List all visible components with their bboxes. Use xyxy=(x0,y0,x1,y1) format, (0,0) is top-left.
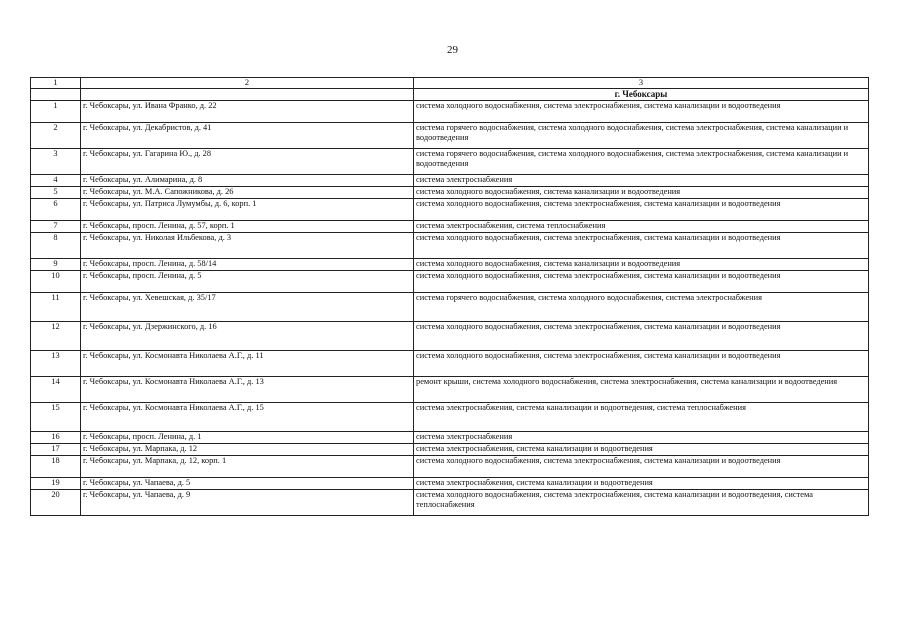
row-address: г. Чебоксары, ул. Патриса Лумумбы, д. 6, корп. 1 xyxy=(81,199,414,221)
row-address: г. Чебоксары, просп. Ленина, д. 5 xyxy=(81,271,414,293)
row-works: система холодного водоснабжения, система электроснабжения, система канализации и водоотведения xyxy=(414,322,869,351)
row-address: г. Чебоксары, ул. Декабристов, д. 41 xyxy=(81,123,414,149)
row-number: 12 xyxy=(31,322,81,351)
row-address: г. Чебоксары, ул. Николая Ильбекова, д. 3 xyxy=(81,233,414,259)
row-address: г. Чебоксары, ул. Чапаева, д. 9 xyxy=(81,490,414,516)
table-row xyxy=(31,432,869,444)
city-heading-row xyxy=(31,89,869,101)
row-works: система электроснабжения, система канализации и водоотведения xyxy=(414,444,869,456)
row-address: г. Чебоксары, просп. Ленина, д. 57, корп. 1 xyxy=(81,221,414,233)
table-row xyxy=(31,490,869,516)
table-row xyxy=(31,444,869,456)
row-address: г. Чебоксары, ул. Хевешская, д. 35/17 xyxy=(81,293,414,322)
row-number: 3 xyxy=(31,149,81,175)
row-number: 4 xyxy=(31,175,81,187)
row-number: 5 xyxy=(31,187,81,199)
table-row xyxy=(31,322,869,351)
table-row xyxy=(31,187,869,199)
row-number: 2 xyxy=(31,123,81,149)
row-address: г. Чебоксары, ул. М.А. Сапожникова, д. 26 xyxy=(81,187,414,199)
table-row xyxy=(31,259,869,271)
row-address: г. Чебоксары, ул. Космонавта Николаева А.Г., д. 15 xyxy=(81,403,414,432)
row-works: система холодного водоснабжения, система электроснабжения, система канализации и водоотведения, система теплоснабжения xyxy=(414,490,869,516)
table-row xyxy=(31,478,869,490)
column-number-3: 3 xyxy=(414,78,869,89)
row-works: система электроснабжения xyxy=(414,175,869,187)
row-works: система горячего водоснабжения, система холодного водоснабжения, система электроснабжения xyxy=(414,293,869,322)
row-number: 7 xyxy=(31,221,81,233)
row-works: система холодного водоснабжения, система электроснабжения, система канализации и водоотведения xyxy=(414,233,869,259)
row-number: 14 xyxy=(31,377,81,403)
row-address: г. Чебоксары, ул. Марпака, д. 12 xyxy=(81,444,414,456)
table-row xyxy=(31,175,869,187)
table-row xyxy=(31,101,869,123)
row-address: г. Чебоксары, ул. Дзержинского, д. 16 xyxy=(81,322,414,351)
table-row xyxy=(31,199,869,221)
row-works: система холодного водоснабжения, система канализации и водоотведения xyxy=(414,187,869,199)
buildings-table xyxy=(30,77,869,516)
row-address: г. Чебоксары, просп. Ленина, д. 1 xyxy=(81,432,414,444)
row-works: система холодного водоснабжения, система электроснабжения, система канализации и водоотведения xyxy=(414,456,869,478)
row-address: г. Чебоксары, ул. Гагарина Ю., д. 28 xyxy=(81,149,414,175)
row-address: г. Чебоксары, ул. Марпака, д. 12, корп. 1 xyxy=(81,456,414,478)
table-row xyxy=(31,123,869,149)
row-number: 19 xyxy=(31,478,81,490)
row-address: г. Чебоксары, ул. Космонавта Николаева А.Г., д. 11 xyxy=(81,351,414,377)
row-works: система горячего водоснабжения, система холодного водоснабжения, система электроснабжения, система канализации и водоотведения xyxy=(414,123,869,149)
table-row xyxy=(31,271,869,293)
row-number: 8 xyxy=(31,233,81,259)
row-number: 13 xyxy=(31,351,81,377)
row-works: система электроснабжения xyxy=(414,432,869,444)
page-number: 29 xyxy=(447,44,458,56)
table-row xyxy=(31,149,869,175)
row-works: система холодного водоснабжения, система электроснабжения, система канализации и водоотведения xyxy=(414,101,869,123)
row-number: 1 xyxy=(31,101,81,123)
table-header-row xyxy=(31,78,869,89)
row-address: г. Чебоксары, ул. Алимарина, д. 8 xyxy=(81,175,414,187)
column-number-2: 2 xyxy=(81,78,414,89)
row-number: 15 xyxy=(31,403,81,432)
row-number: 11 xyxy=(31,293,81,322)
row-number: 6 xyxy=(31,199,81,221)
row-works: система холодного водоснабжения, система электроснабжения, система канализации и водоотведения xyxy=(414,271,869,293)
table-row xyxy=(31,456,869,478)
row-number: 9 xyxy=(31,259,81,271)
table-row xyxy=(31,233,869,259)
row-number: 17 xyxy=(31,444,81,456)
row-address: г. Чебоксары, ул. Космонавта Николаева А.Г., д. 13 xyxy=(81,377,414,403)
row-address: г. Чебоксары, ул. Чапаева, д. 5 xyxy=(81,478,414,490)
row-works: система холодного водоснабжения, система электроснабжения, система канализации и водоотведения xyxy=(414,351,869,377)
column-number-1: 1 xyxy=(31,78,81,89)
row-address: г. Чебоксары, ул. Ивана Франко, д. 22 xyxy=(81,101,414,123)
row-address: г. Чебоксары, просп. Ленина, д. 58/14 xyxy=(81,259,414,271)
table-row xyxy=(31,221,869,233)
row-works: система холодного водоснабжения, система канализации и водоотведения xyxy=(414,259,869,271)
city-heading: г. Чебоксары xyxy=(414,89,869,101)
row-works: система электроснабжения, система канализации и водоотведения xyxy=(414,478,869,490)
table-row xyxy=(31,351,869,377)
table-row xyxy=(31,403,869,432)
table-row xyxy=(31,293,869,322)
row-number: 18 xyxy=(31,456,81,478)
row-works: система горячего водоснабжения, система холодного водоснабжения, система электроснабжения, система канализации и водоотведения xyxy=(414,149,869,175)
table-row xyxy=(31,377,869,403)
row-works: система электроснабжения, система канализации и водоотведения, система теплоснабжения xyxy=(414,403,869,432)
row-works: система холодного водоснабжения, система электроснабжения, система канализации и водоотведения xyxy=(414,199,869,221)
row-number: 10 xyxy=(31,271,81,293)
row-works: система электроснабжения, система теплоснабжения xyxy=(414,221,869,233)
row-works: ремонт крыши, система холодного водоснабжения, система электроснабжения, система канализации и водоотведения xyxy=(414,377,869,403)
row-number: 20 xyxy=(31,490,81,516)
row-number: 16 xyxy=(31,432,81,444)
